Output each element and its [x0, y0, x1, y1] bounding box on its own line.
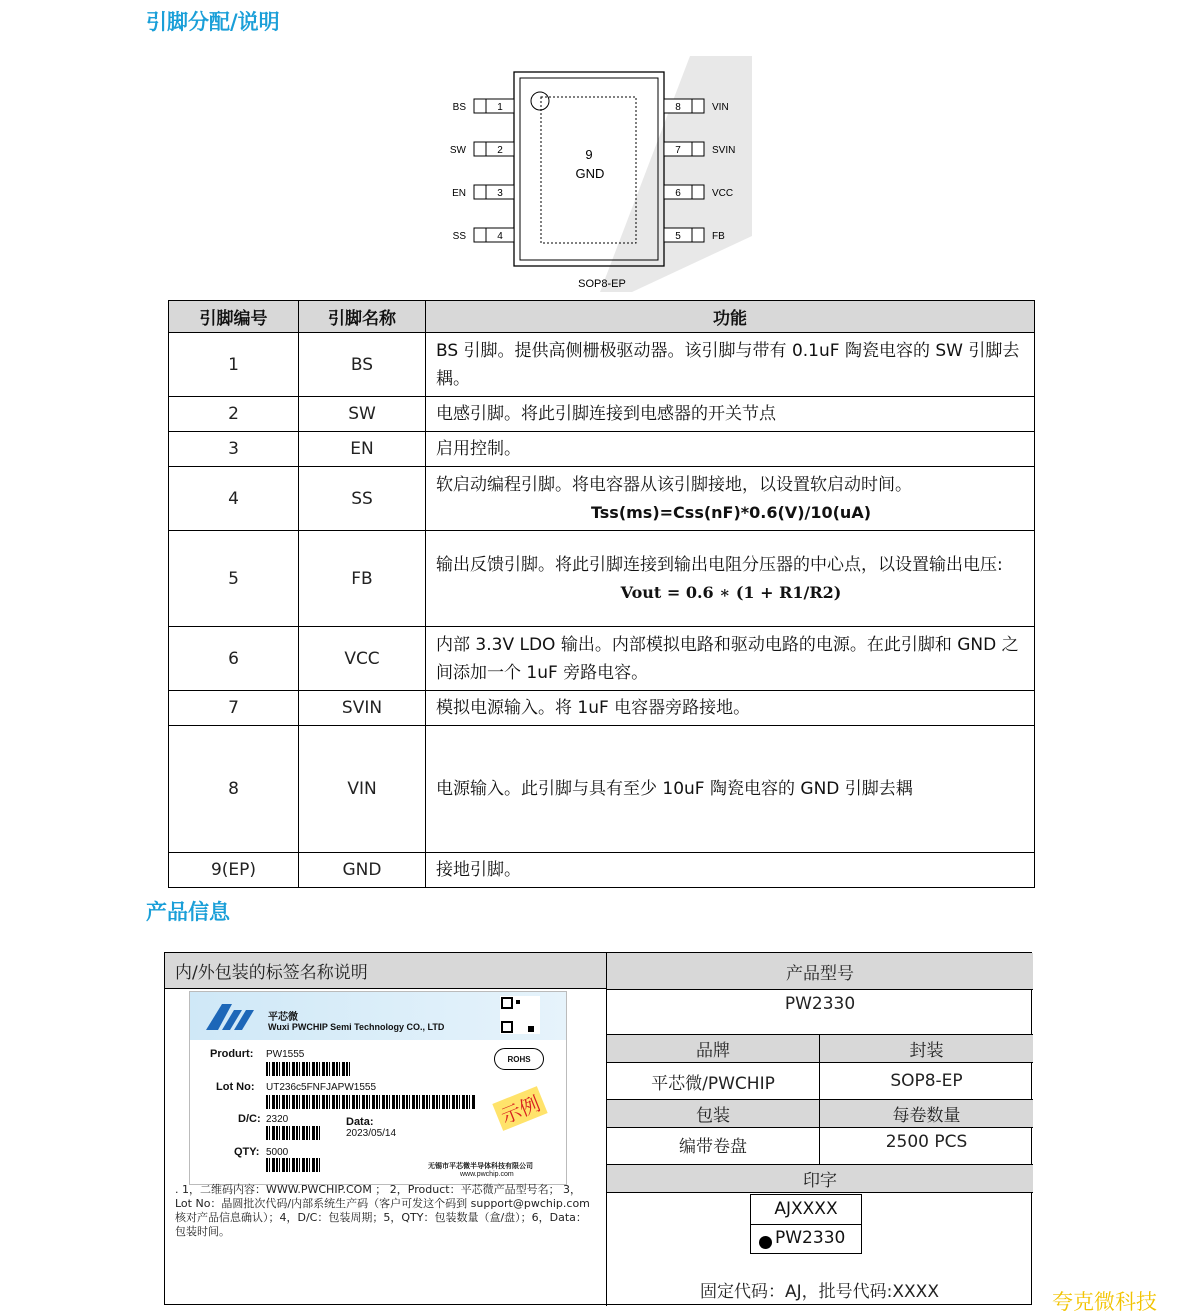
pin-function: BS 引脚。提供高侧栅极驱动器。该引脚与带有 0.1uF 陶瓷电容的 SW 引脚去耦。 — [426, 333, 1035, 397]
pin-name: GND — [299, 853, 426, 888]
label-note: . 1，二维码内容：WWW.PWCHIP.COM ； 2，Product：平芯微产品型号名； 3，Lot No：晶圆批次代码/内部系统生产码（客户可发这个码到 support@pwchip.com 核对产品信息确认）；4，D/C：包装周期；5，QTY：包装数量（盒/盘）；6，Data：包装时间。 — [175, 1183, 590, 1238]
pad-number: 9 — [585, 147, 593, 162]
svg-text:SS: SS — [452, 231, 466, 242]
svg-text:EN: EN — [452, 188, 466, 199]
pin-function: 内部 3.3V LDO 输出。内部模拟电路和驱动电路的电源。在此引脚和 GND 之间添加一个 1uF 旁路电容。 — [426, 627, 1035, 691]
pin-fb — [664, 228, 725, 242]
table-row — [169, 397, 1035, 432]
label-website: www.pwchip.com — [460, 1171, 514, 1178]
pin-number: 3 — [169, 432, 299, 467]
pin-number: 1 — [169, 333, 299, 397]
package-name: SOP8-EP — [578, 278, 626, 290]
pin-ss — [453, 228, 514, 242]
brand-header: 品牌 — [606, 1034, 819, 1062]
table-row — [169, 691, 1035, 726]
header-pin-name: 引脚名称 — [299, 301, 426, 333]
pin-function: 软启动编程引脚。将电容器从该引脚接地，以设置软启动时间。 — [436, 474, 912, 495]
pin-number: 7 — [169, 691, 299, 726]
svg-text:VCC: VCC — [712, 188, 734, 199]
label-brand: 平芯微 — [268, 1012, 298, 1023]
product-barcode — [266, 1062, 350, 1076]
svg-text:1: 1 — [497, 102, 503, 113]
model-value: PW2330 — [606, 989, 1033, 1034]
svg-text:7: 7 — [675, 145, 681, 156]
header-function: 功能 — [426, 301, 1035, 333]
pin-name: EN — [299, 432, 426, 467]
label-data-key: Data: — [346, 1116, 374, 1128]
pin-number: 4 — [169, 467, 299, 531]
pin-diagram — [440, 56, 760, 292]
label-qty-value: 5000 — [266, 1147, 289, 1158]
pin-number: 2 — [169, 397, 299, 432]
table-row — [169, 726, 1035, 853]
table-row — [169, 627, 1035, 691]
label-lot-value: UT236c5FNFJAPW1555 — [266, 1082, 377, 1093]
pin-number: 6 — [169, 627, 299, 691]
dc-barcode — [266, 1126, 322, 1140]
marking-line-1: AJXXXX — [774, 1199, 838, 1219]
pin-function: 启用控制。 — [426, 432, 1035, 467]
pin1-dot-icon — [759, 1236, 772, 1249]
package-label-sample — [189, 991, 567, 1185]
label-description-header: 内/外包装的标签名称说明 — [165, 953, 606, 989]
marking-header: 印字 — [606, 1164, 1033, 1192]
pin-name: SVIN — [299, 691, 426, 726]
table-row — [169, 333, 1035, 397]
soft-start-formula: Tss(ms)=Css(nF)*0.6(V)/10(uA) — [590, 502, 872, 522]
model-header: 产品型号 — [606, 953, 1033, 989]
pin-name: BS — [299, 333, 426, 397]
pin-number: 5 — [169, 531, 299, 627]
package-value: SOP8-EP — [819, 1062, 1033, 1099]
table-row — [169, 531, 1035, 627]
pad-name: GND — [575, 166, 605, 181]
svg-text:2: 2 — [497, 145, 503, 156]
reel-qty-header: 每卷数量 — [819, 1099, 1033, 1127]
svg-text:SVIN: SVIN — [712, 145, 736, 156]
table-row — [169, 853, 1035, 888]
qr-code-icon — [500, 996, 540, 1034]
product-info-table — [164, 952, 1032, 1305]
svg-text:4: 4 — [497, 231, 503, 242]
svg-text:6: 6 — [675, 188, 681, 199]
label-data-value: 2023/05/14 — [346, 1128, 397, 1139]
svg-text:5: 5 — [675, 231, 681, 242]
svg-text:8: 8 — [675, 102, 681, 113]
pin-function: 电源输入。此引脚与具有至少 10uF 陶瓷电容的 GND 引脚去耦 — [426, 726, 1035, 853]
packing-value: 编带卷盘 — [606, 1127, 819, 1164]
product-section-title: 产品信息 — [146, 900, 230, 924]
pin-vcc — [664, 185, 733, 199]
pin-svin — [664, 142, 735, 156]
marking-line-2: PW2330 — [775, 1228, 846, 1248]
vout-formula: Vout = 0.6 ∗ (1 + R1/R2) — [620, 582, 842, 602]
sample-stamp: 示例 — [492, 1086, 547, 1131]
pin-function-cell — [426, 467, 1035, 531]
pin-sw — [450, 142, 514, 156]
table-row — [169, 432, 1035, 467]
svg-text:FB: FB — [712, 231, 725, 242]
pin-function: 接地引脚。 — [426, 853, 1035, 888]
svg-text:3: 3 — [497, 188, 503, 199]
pin-bs — [453, 99, 514, 113]
label-product-key: Produrt: — [210, 1048, 254, 1060]
qty-barcode — [266, 1158, 322, 1172]
rohs-badge: ROHS — [494, 1048, 544, 1070]
table-row — [169, 467, 1035, 531]
pin-en — [452, 185, 514, 199]
label-product-value: PW1555 — [266, 1049, 305, 1060]
package-header: 封装 — [819, 1034, 1033, 1062]
pin-vin — [664, 99, 729, 113]
marking-note: 固定代码：AJ，批号代码:XXXX — [700, 1281, 939, 1302]
pin-name: SW — [299, 397, 426, 432]
marking-divider — [751, 1224, 861, 1225]
lot-barcode — [266, 1095, 476, 1109]
pin-name: FB — [299, 531, 426, 627]
label-dc-value: 2320 — [266, 1114, 289, 1125]
brand-value: 平芯微/PWCHIP — [606, 1062, 819, 1099]
label-lot-key: Lot No: — [216, 1081, 255, 1093]
header-pin-number: 引脚编号 — [169, 301, 299, 333]
svg-text:VIN: VIN — [712, 102, 729, 113]
packing-header: 包装 — [606, 1099, 819, 1127]
svg-text:BS: BS — [452, 102, 466, 113]
pin-number: 9(EP) — [169, 853, 299, 888]
pin-table — [168, 300, 1035, 888]
pin-number: 8 — [169, 726, 299, 853]
pin-name: VIN — [299, 726, 426, 853]
pin-function-cell — [426, 531, 1035, 627]
pwchip-logo-icon — [204, 1000, 264, 1032]
svg-text:SW: SW — [449, 145, 466, 156]
pin-name: SS — [299, 467, 426, 531]
marking-sample — [750, 1194, 862, 1254]
label-dc-key: D/C: — [238, 1113, 261, 1125]
label-company-cn: 无锡市平芯微半导体科技有限公司 — [428, 1163, 533, 1170]
label-qty-key: QTY: — [234, 1146, 260, 1158]
watermark: 夸克微科技 — [1052, 1290, 1157, 1314]
pin-name: VCC — [299, 627, 426, 691]
pin-function: 模拟电源输入。将 1uF 电容器旁路接地。 — [426, 691, 1035, 726]
reel-qty-value: 2500 PCS — [819, 1127, 1033, 1164]
label-company: Wuxi PWCHIP Semi Technology CO., LTD — [268, 1022, 445, 1032]
pin-function: 输出反馈引脚。将此引脚连接到输出电阻分压器的中心点，以设置输出电压: — [436, 554, 1003, 575]
pin-function: 电感引脚。将此引脚连接到电感器的开关节点 — [426, 397, 1035, 432]
pin-section-title: 引脚分配/说明 — [146, 10, 280, 34]
